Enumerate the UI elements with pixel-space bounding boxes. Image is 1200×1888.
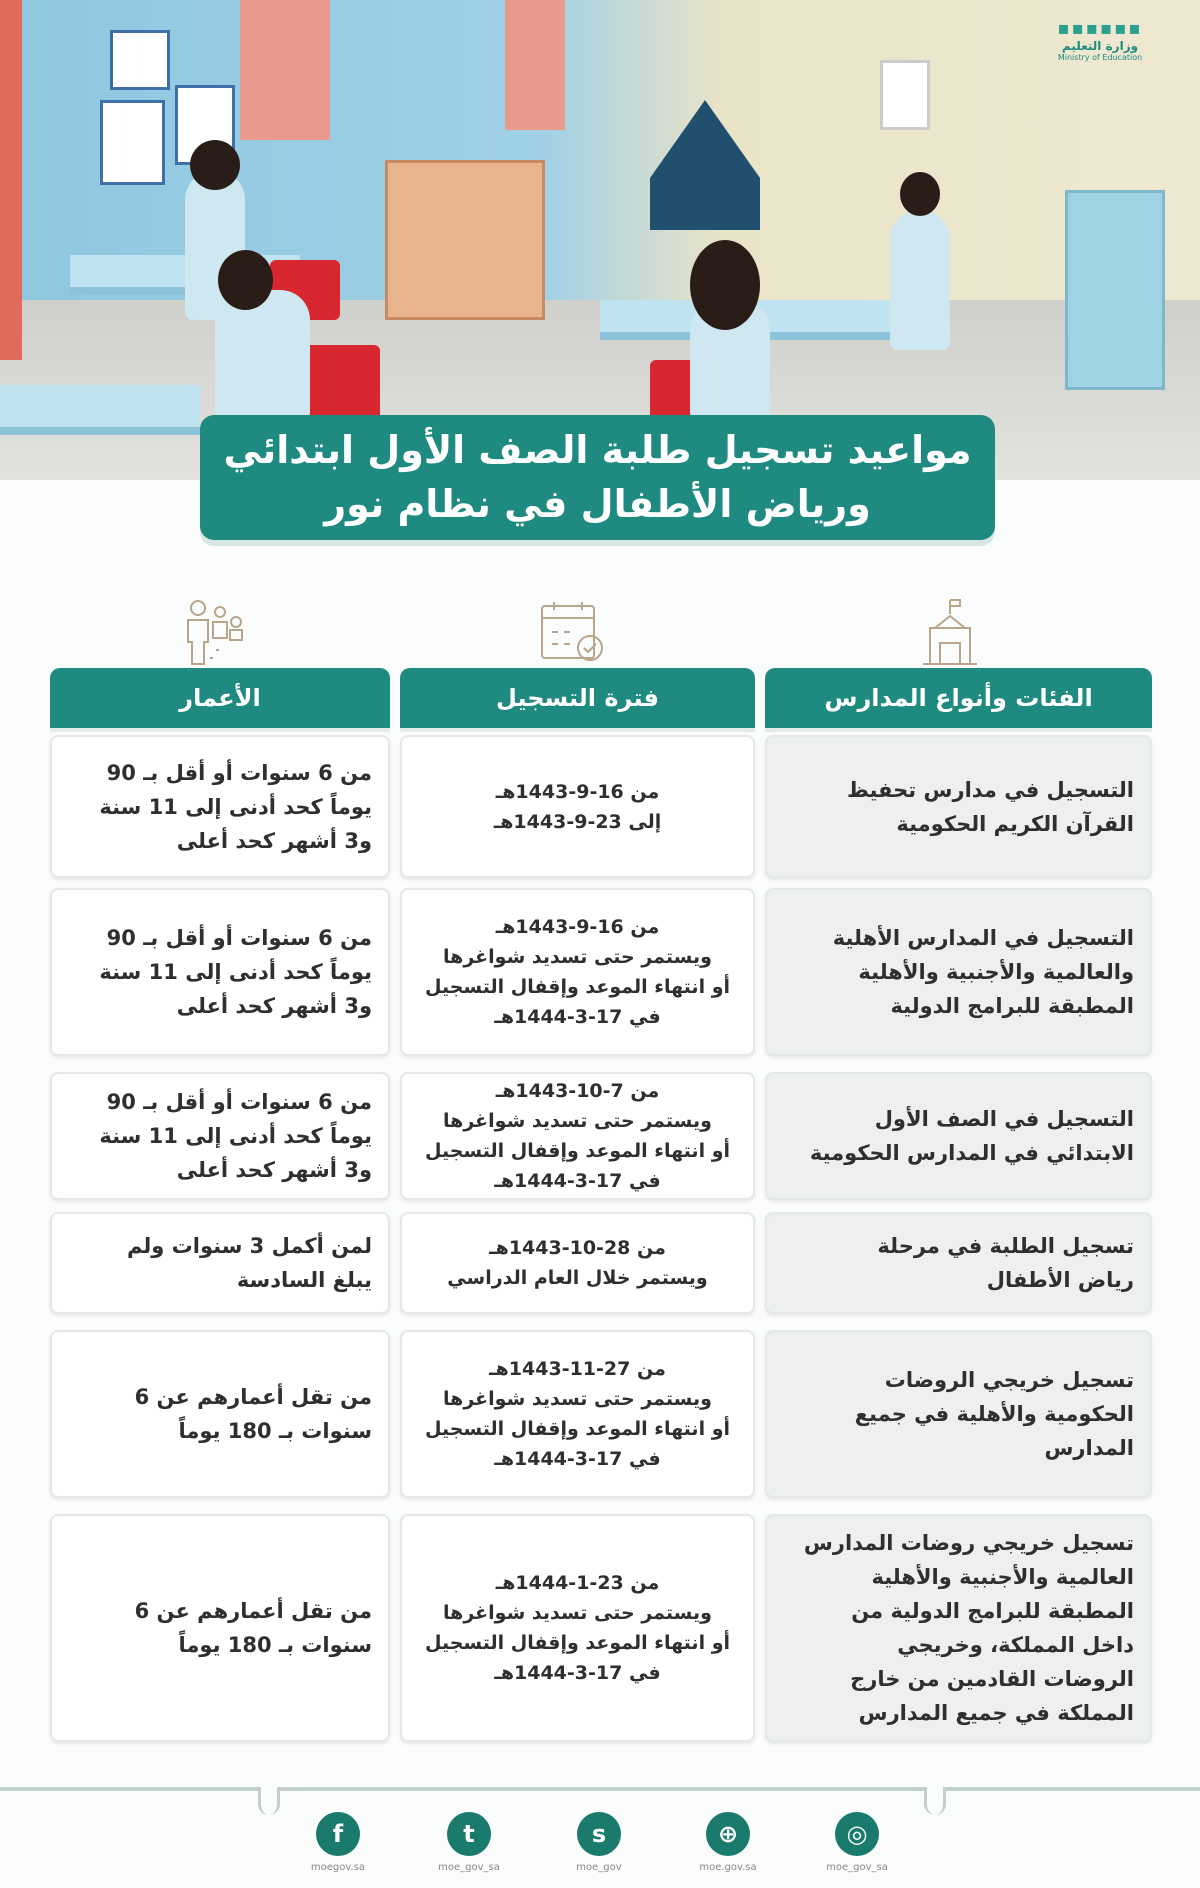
category-text: تسجيل خريجي الروضات الحكومية والأهلية في جميع المدارس xyxy=(854,1368,1134,1460)
child-head xyxy=(690,240,760,330)
child-head xyxy=(218,250,273,310)
table-cell-period xyxy=(400,1330,755,1498)
social-handle: moegov.sa xyxy=(310,1862,366,1873)
table-cell-period xyxy=(400,888,755,1056)
window xyxy=(505,0,565,130)
social-link[interactable] xyxy=(683,1812,773,1873)
social-link[interactable] xyxy=(293,1812,383,1873)
child-head xyxy=(900,172,940,216)
twitter-icon[interactable]: t xyxy=(447,1812,491,1856)
poster xyxy=(100,100,165,185)
table-cell-period xyxy=(400,735,755,878)
social-link[interactable] xyxy=(424,1812,514,1873)
period-text: من 16-9-1443هـ ويستمر حتى تسديد شواغرها أو انتهاء الموعد وإقفال التسجيل في 17-3-1444هـ xyxy=(424,916,731,1028)
table-cell-ages xyxy=(50,1514,390,1742)
facebook-icon[interactable]: f xyxy=(316,1812,360,1856)
table-cell-period xyxy=(400,1514,755,1742)
people-icon xyxy=(180,598,250,666)
social-handle: moe.gov.sa xyxy=(699,1862,757,1873)
period-text: من 28-10-1443هـ ويستمر خلال العام الدراسي xyxy=(447,1237,708,1289)
calendar-icon xyxy=(538,598,608,666)
category-text: تسجيل الطلبة في مرحلة رياض الأطفال xyxy=(877,1234,1134,1292)
divider-notch xyxy=(258,1787,280,1815)
wall-frame xyxy=(0,0,22,360)
tent xyxy=(650,100,760,230)
social-link[interactable] xyxy=(554,1812,644,1873)
ages-text: من 6 سنوات أو أقل بـ 90 يوماً كحد أدنى إلى 11 سنة و3 أشهر كحد أعلى xyxy=(99,1090,372,1182)
table-cell-category xyxy=(765,1330,1152,1498)
ages-text: من تقل أعمارهم عن 6 سنوات بـ 180 يوماً xyxy=(134,1385,372,1443)
period-text: من 7-10-1443هـ ويستمر حتى تسديد شواغرها أو انتهاء الموعد وإقفال التسجيل في 17-3-1444هـ xyxy=(424,1080,731,1192)
ages-text: من 6 سنوات أو أقل بـ 90 يوماً كحد أدنى إلى 11 سنة و3 أشهر كحد أعلى xyxy=(99,926,372,1018)
child xyxy=(215,290,310,420)
period-text: من 23-1-1444هـ ويستمر حتى تسديد شواغرها أو انتهاء الموعد وإقفال التسجيل في 17-3-1444هـ xyxy=(424,1572,731,1684)
ages-text: من تقل أعمارهم عن 6 سنوات بـ 180 يوماً xyxy=(134,1599,372,1657)
table-cell-category xyxy=(765,1212,1152,1314)
poster xyxy=(880,60,930,130)
snapchat-icon[interactable]: s xyxy=(577,1812,621,1856)
social-handle: moe_gov_sa xyxy=(826,1862,888,1873)
school-icon xyxy=(915,598,985,666)
logo-mark: ▪▪▪▪▪▪ xyxy=(1057,18,1143,39)
title-line-2: ورياض الأطفال في نظام نور xyxy=(324,482,871,526)
logo-english: Ministry of Education xyxy=(1057,53,1143,62)
table-cell-category xyxy=(765,1514,1152,1742)
category-text: التسجيل في الصف الأول الابتدائي في المدارس الحكومية xyxy=(809,1107,1134,1165)
category-text: تسجيل خريجي روضات المدارس العالمية والأجنبية والأهلية المطبقة للبرامج الدولية من داخل المملكة، وخريجي الروضات القادمين من خارج المملكة في جميع المدارس xyxy=(803,1531,1134,1725)
table xyxy=(0,385,200,435)
table-cell-period xyxy=(400,1212,755,1314)
table-cell-category xyxy=(765,888,1152,1056)
ages-text: لمن أكمل 3 سنوات ولم يبلغ السادسة xyxy=(126,1234,372,1292)
logo-arabic: وزارة التعليم xyxy=(1061,39,1139,53)
child xyxy=(890,210,950,350)
window xyxy=(240,0,330,140)
divider-notch xyxy=(924,1787,946,1815)
column-header-period: فترة التسجيل xyxy=(400,668,755,732)
footer-divider xyxy=(0,1787,1200,1791)
social-handle: moe_gov xyxy=(576,1862,622,1873)
classroom-photo xyxy=(0,0,1200,480)
social-handle: moe_gov_sa xyxy=(438,1862,500,1873)
category-text: التسجيل في مدارس تحفيظ القرآن الكريم الحكومية xyxy=(847,777,1134,836)
social-link[interactable] xyxy=(812,1812,902,1873)
period-text: من 16-9-1443هـ إلى 23-9-1443هـ xyxy=(493,780,662,833)
table-cell-ages xyxy=(50,1072,390,1200)
table-cell-ages xyxy=(50,1212,390,1314)
poster xyxy=(110,30,170,90)
title-line-1: مواعيد تسجيل طلبة الصف الأول ابتدائي xyxy=(223,428,972,472)
column-header-category: الفئات وأنواع المدارس xyxy=(765,668,1152,732)
table-cell-ages xyxy=(50,888,390,1056)
child-head xyxy=(190,140,240,190)
table-cell-period xyxy=(400,1072,755,1200)
ages-text: من 6 سنوات أو أقل بـ 90 يوماً كحد أدنى إلى 11 سنة و3 أشهر كحد أعلى xyxy=(99,760,372,853)
instagram-icon[interactable]: ◎ xyxy=(835,1812,879,1856)
globe-icon[interactable]: ⊕ xyxy=(706,1812,750,1856)
table-cell-ages xyxy=(50,735,390,878)
column-header-ages: الأعمار xyxy=(50,668,390,732)
page-title xyxy=(200,415,995,540)
category-text: التسجيل في المدارس الأهلية والعالمية والأجنبية والأهلية المطبقة للبرامج الدولية xyxy=(832,926,1134,1018)
table-cell-category xyxy=(765,1072,1152,1200)
table-cell-category xyxy=(765,735,1152,878)
period-text: من 27-11-1443هـ ويستمر حتى تسديد شواغرها أو انتهاء الموعد وإقفال التسجيل في 17-3-1444هـ xyxy=(424,1358,731,1470)
ministry-logo xyxy=(1030,18,1170,62)
shelf xyxy=(385,160,545,320)
table-cell-ages xyxy=(50,1330,390,1498)
shelf xyxy=(1065,190,1165,390)
